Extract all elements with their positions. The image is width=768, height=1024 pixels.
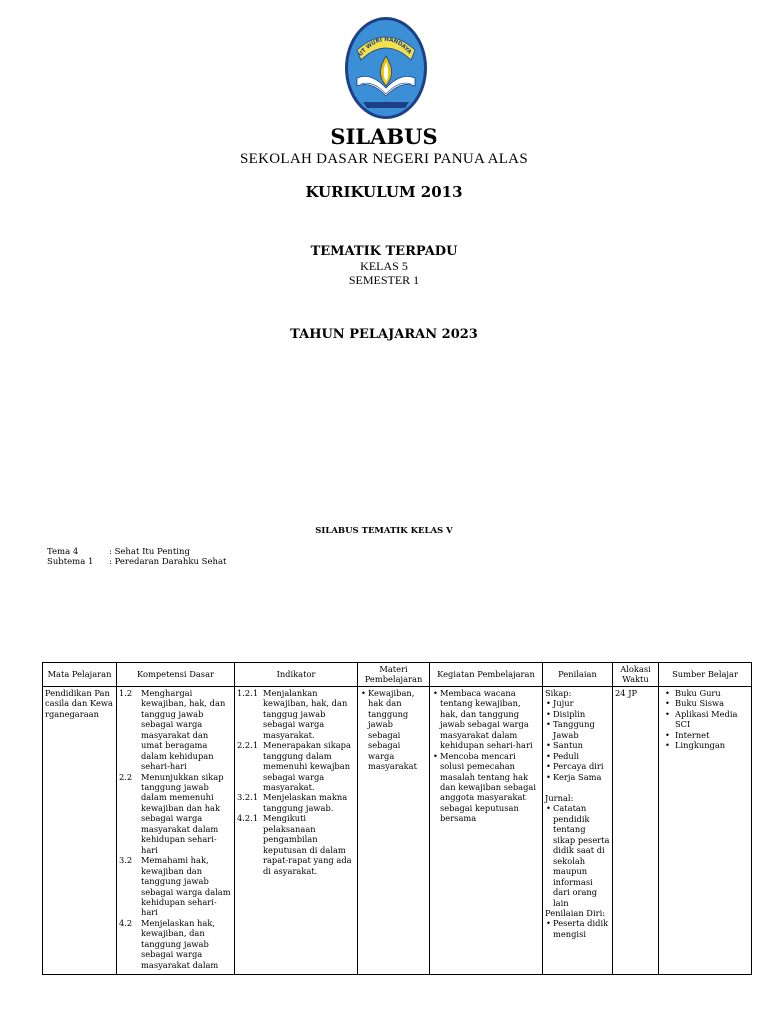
indikator-item: 1.2.1 Menjalankan kewajiban, hak, dan tanggug jawab sebagai warga masyarakat. — [237, 687, 348, 740]
sikap-item: • Disiplin — [553, 709, 610, 719]
jurnal-label: Jurnal: — [545, 792, 574, 803]
cell-mata-pelajaran: Pendidikan Pancasila dan Kewarganegaraan — [43, 686, 117, 974]
header-alokasi: Alokasi Waktu — [613, 663, 659, 687]
syllabus-heading: SILABUS TEMATIK KELAS V — [315, 526, 453, 536]
header-sumber: Sumber Belajar — [659, 663, 752, 687]
semester-label: SEMESTER 1 — [348, 273, 420, 287]
sumber-item: • Buku Siswa — [675, 698, 749, 708]
kd-item: 4.2 Menjelaskan hak, kewajiban, dan tanggung jawab sebagai warga masyarakat dalam — [119, 917, 219, 970]
school-name: SEKOLAH DASAR NEGERI PANUA ALAS — [240, 151, 528, 167]
curriculum-title: KURIKULUM 2013 — [305, 183, 463, 201]
cell-kegiatan — [430, 686, 543, 974]
logo-ribbon-text: UT WURI HANDAYA — [357, 36, 413, 58]
materi-item: • Kewajiban, hak dan tanggung jawab sebagai sebagai warga masyarakat — [368, 688, 427, 772]
subtema-line — [47, 557, 226, 567]
subtema-key: Subtema 1 — [47, 557, 94, 567]
subtema-value: : Peredaran Darahku Sehat — [109, 557, 227, 567]
cell-sumber — [659, 686, 752, 974]
sumber-item: • Internet — [675, 730, 749, 740]
sumber-item: • Buku Guru — [675, 688, 749, 698]
header-kompetensi-dasar: Kompetensi Dasar — [117, 663, 235, 687]
tema-line — [47, 547, 190, 557]
header-mata-pelajaran: Mata Pelajaran — [43, 663, 117, 687]
header-kegiatan: Kegiatan Pembelajaran — [430, 663, 543, 687]
kd-item: 1.2 Menghargai kewajiban, hak, dan tanggug jawab sebagai warga masyarakat dan umat beragama dalam kehidupan sehari-hari — [119, 687, 226, 772]
header-penilaian: Penilaian — [543, 663, 613, 687]
tema-key: Tema 4 — [47, 547, 79, 557]
indikator-item: 3.2.1 Menjelaskan makna tanggung jawab. — [237, 792, 348, 813]
cell-alokasi: 24 JP — [613, 686, 659, 974]
sumber-item: • Aplikasi Media SCI — [675, 709, 749, 730]
class-label: KELAS 5 — [360, 259, 408, 273]
sikap-item: • Peduli — [553, 751, 610, 761]
kegiatan-item: • Mencoba mencari solusi pemecahan masalah tentang hak dan kewajiban sebagai anggota masyarakat sebagai keputusan bersama — [440, 751, 540, 824]
cell-kompetensi-dasar — [117, 686, 235, 974]
indikator-item: 2.2.1 Menerapakan sikapa tanggung dalam memenuhi kewajban sebagai warga masyarakat. — [237, 740, 351, 792]
kd-item: 2.2 Menunjukkan sikap tanggung jawab dalam memenuhi kewajiban dan hak sebagai warga masyarakat dalam kehidupan sehari-hari — [119, 771, 224, 855]
cell-materi — [358, 686, 430, 974]
penilaian-diri-item: • Peserta didik mengisi — [553, 918, 610, 939]
kegiatan-item: • Membaca wacana tentang kewajiban, hak, dan tanggung jawab sebagai warga masyarakat dalam kehidupan sehari-hari — [440, 688, 540, 751]
sikap-item: • Kerja Sama — [553, 772, 610, 782]
cell-penilaian — [543, 686, 613, 974]
tut-wuri-handayani-logo — [343, 16, 429, 122]
sumber-item: • Lingkungan — [675, 740, 749, 750]
indikator-item: 4.2.1 Mengikuti pelaksanaan pengambilan keputusan di dalam rapat-rapat yang ada di asyarakat. — [237, 813, 352, 876]
sikap-label: Sikap: — [545, 687, 572, 698]
header-materi: Materi Pembelajaran — [358, 663, 430, 687]
sikap-item: • Percaya diri — [553, 761, 610, 771]
sikap-item: • Tanggung Jawab — [553, 719, 610, 740]
syllabus-table — [42, 662, 752, 975]
header-indikator: Indikator — [235, 663, 358, 687]
sikap-item: • Santun — [553, 740, 610, 750]
subject-title: TEMATIK TERPADU — [310, 244, 458, 259]
tema-value: : Sehat Itu Penting — [109, 547, 190, 557]
sikap-item: • Jujur — [553, 698, 610, 708]
penilaian-diri-label: Penilaian Diri: — [545, 907, 606, 918]
jurnal-item: • Catatan pendidik tentang sikap peserta didik saat di sekolah maupun informasi dari orang lain — [553, 803, 610, 908]
table-header-row — [43, 663, 752, 687]
kd-item: 3.2 Memahami hak, kewajiban dan tanggung jawab sebagai warga dalam kehidupan sehari-hari — [119, 855, 231, 918]
academic-year: TAHUN PELAJARAN 2023 — [290, 327, 478, 342]
document-title: SILABUS — [330, 124, 438, 149]
table-row — [43, 686, 752, 974]
cell-indikator — [235, 686, 358, 974]
